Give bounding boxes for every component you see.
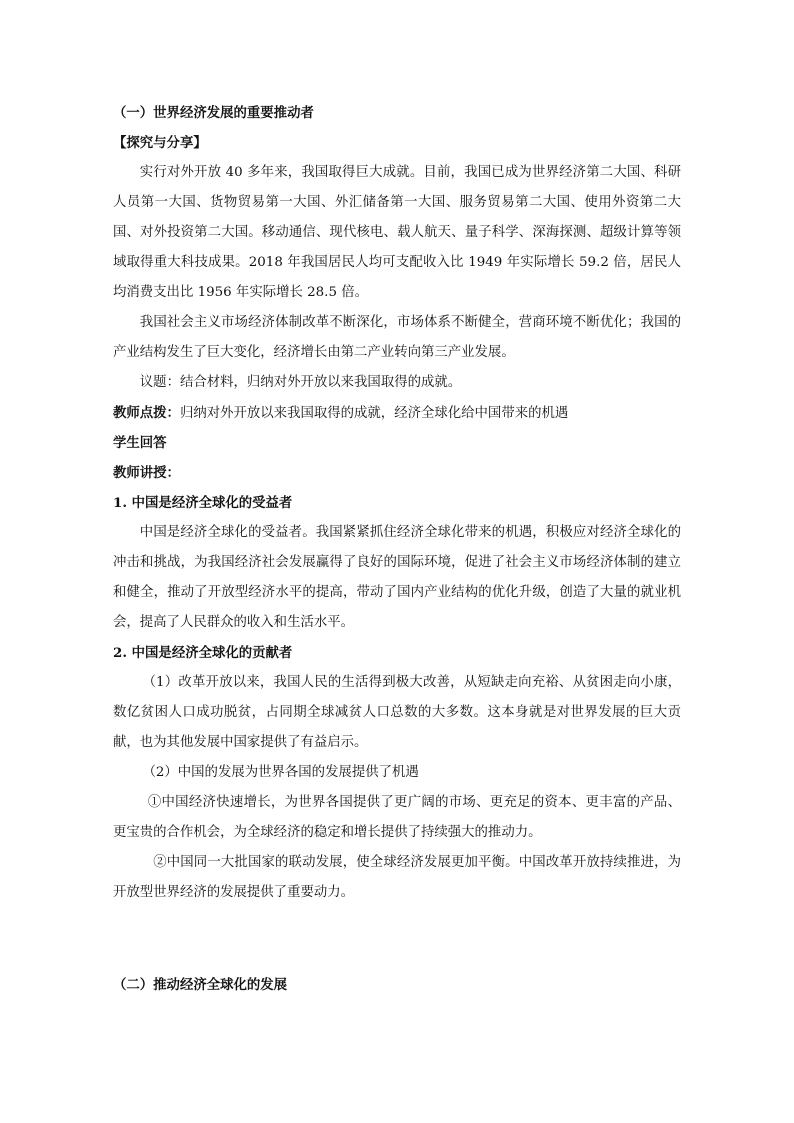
point2-sub2-heading: （2）中国的发展为世界各国的发展提供了机遇 xyxy=(142,765,419,780)
teacher-tip-label: 教师点拨： xyxy=(113,405,180,421)
point2-title: 2. 中国是经济全球化的贡献者 xyxy=(113,645,293,661)
section2-heading: （二）推动经济全球化的发展 xyxy=(113,977,288,993)
student-answer-label: 学生回答 xyxy=(113,435,167,451)
achievement-paragraph: 实行对外开放 40 多年来，我国取得巨大成就。目前，我国已成为世界经济第二大国、科研人员第一大国、货物贸易第一大国、外汇储备第一大国、服务贸易第二大国、使用外资第二大国、对外投资第二大国。移动通信、现代核电、载人航天、量子科学、深海探测、超级计算等领域取得重大科技成果。2018 年我国居民人均可支配收入比 1949 年实际增长 59.2 倍，居民人均消费支出比 1956 年实际增长 28.5 倍。 xyxy=(113,165,681,300)
section1-heading: （一）世界经济发展的重要推动者 xyxy=(113,105,314,121)
reform-paragraph: 我国社会主义市场经济体制改革不断深化，市场体系不断健全，营商环境不断优化；我国的产业结构发生了巨大变化，经济增长由第二产业转向第三产业发展。 xyxy=(113,315,681,360)
point1-paragraph: 中国是经济全球化的受益者。我国紧紧抓住经济全球化带来的机遇，积极应对经济全球化的冲击和挑战，为我国经济社会发展赢得了良好的国际环境，促进了社会主义市场经济体制的建立和健全，推动了开放型经济水平的提高，带动了国内产业结构的优化升级，创造了大量的就业机会，提高了人民群众的收入和生活水平。 xyxy=(113,525,681,630)
document-page xyxy=(113,98,681,1000)
explore-share-label: 【探究与分享】 xyxy=(113,135,207,151)
teacher-tip xyxy=(113,398,681,428)
topic-line: 议题：结合材料，归纳对外开放以来我国取得的成就。 xyxy=(139,375,462,390)
point2-sub2-b-paragraph: ②中国同一大批国家的联动发展，使全球经济发展更加平衡。中国改革开放持续推进，为开放型世界经济的发展提供了重要动力。 xyxy=(113,855,681,900)
point2-sub2-a-paragraph: ①中国经济快速增长，为世界各国提供了更广阔的市场、更充足的资本、更丰富的产品、更宝贵的合作机会，为全球经济的稳定和增长提供了持续强大的推动力。 xyxy=(113,795,681,840)
point2-sub1-paragraph: （1）改革开放以来，我国人民的生活得到极大改善，从短缺走向充裕、从贫困走向小康，数亿贫困人口成功脱贫，占同期全球减贫人口总数的大多数。这本身就是对世界发展的巨大贡献，也为其他发展中国家提供了有益启示。 xyxy=(113,675,681,750)
teacher-lecture-label: 教师讲授： xyxy=(113,465,180,481)
section-spacer xyxy=(113,908,681,970)
teacher-tip-text: 归纳对外开放以来我国取得的成就，经济全球化给中国带来的机遇 xyxy=(179,406,569,421)
point1-title: 1. 中国是经济全球化的受益者 xyxy=(113,495,293,511)
